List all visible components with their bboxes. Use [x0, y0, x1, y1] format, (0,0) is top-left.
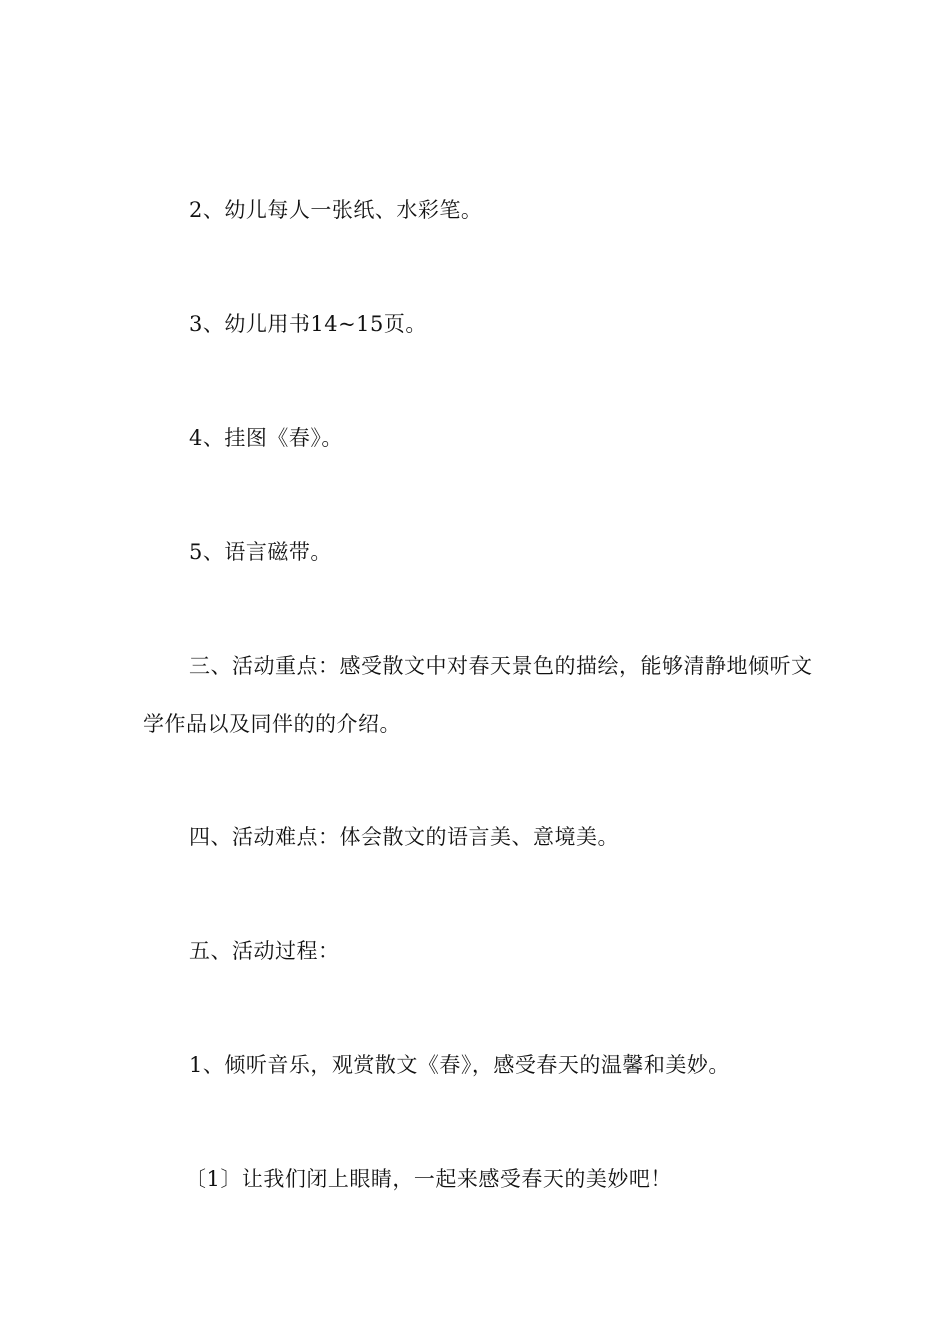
paragraph-activity-focus: 三、活动重点：感受散文中对春天景色的描绘，能够清静地倾听文学作品以及同伴的的介绍。 — [143, 654, 813, 736]
paragraph-materials-4: 4、挂图《春》。 — [189, 426, 343, 450]
paragraph-activity-difficulty: 四、活动难点：体会散文的语言美、意境美。 — [189, 825, 619, 849]
paragraph-activity-process: 五、活动过程： — [189, 939, 340, 963]
paragraph-materials-5: 5、语言磁带。 — [189, 540, 332, 564]
paragraph-materials-2: 2、幼儿每人一张纸、水彩笔。 — [189, 198, 483, 222]
paragraph-process-substep-1: 〔1〕让我们闭上眼睛，一起来感受春天的美妙吧！ — [185, 1167, 672, 1191]
paragraph-process-step-1: 1、倾听音乐，观赏散文《春》，感受春天的温馨和美妙。 — [189, 1053, 730, 1077]
paragraph-materials-3: 3、幼儿用书14~15页。 — [189, 312, 427, 336]
